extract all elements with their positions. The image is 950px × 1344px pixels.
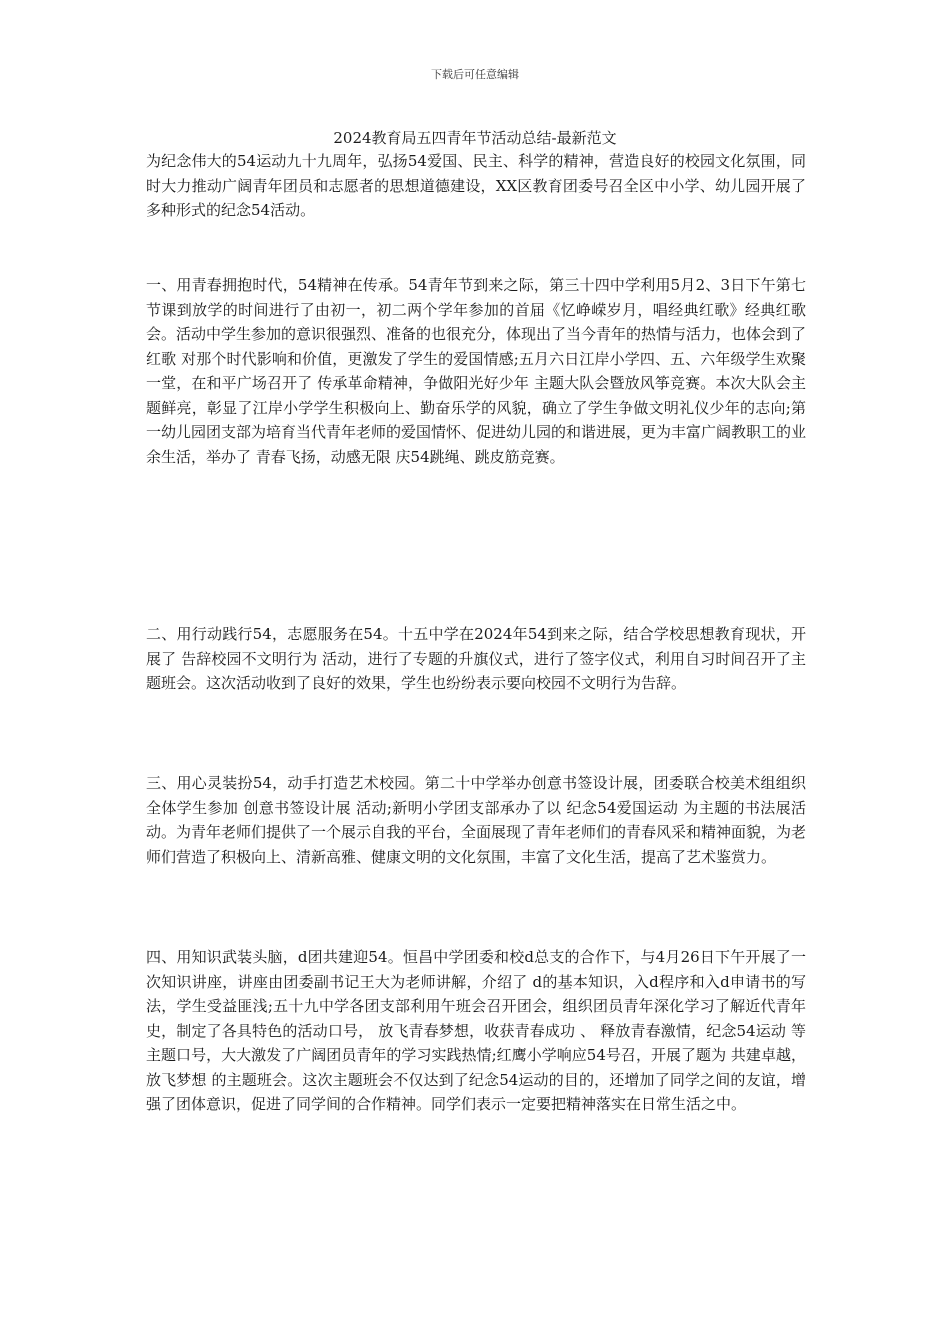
section-paragraph-3: 三、用心灵装扮54，动手打造艺术校园。第二十中学举办创意书签设计展，团委联合校美术组组织全体学生参加 创意书签设计展 活动;新明小学团支部承办了以 纪念54爱国运动 为主题的书法展活动。为青年老师们提供了一个展示自我的平台，全面展现了青年老师们的青春风采和精神面貌，为老师们营造了积极向上、清新高雅、健康文明的文化氛围，丰富了文化生活，提高了艺术鉴赏力。 [146, 774, 807, 866]
document-title: 2024教育局五四青年节活动总结-最新范文 [333, 129, 617, 147]
section-paragraph-1: 一、用青春拥抱时代，54精神在传承。54青年节到来之际，第三十四中学利用5月2、3日下午第七节课到放学的时间进行了由初一，初二两个学年参加的首届《忆峥嵘岁月，唱经典红歌》经典红歌会。活动中学生参加的意识很强烈、准备的也很充分，体现出了当今青年的热情与活力，也体会到了 红歌 对那个时代影响和价值，更激发了学生的爱国情感;五月六日江岸小学四、五、六年级学生欢聚一堂，在和平广场召开了 传承革命精神，争做阳光好少年 主题大队会暨放风筝竞赛。本次大队会主题鲜亮，彰显了江岸小学学生积极向上、勤奋乐学的风貌，确立了学生争做文明礼仪少年的志向;第一幼儿园团支部为培育当代青年老师的爱国情怀、促进幼儿园的和谐进展，更为丰富广阔教职工的业余生活，举办了 青春飞扬，动感无限 庆54跳绳、跳皮筋竞赛。 [146, 276, 807, 466]
page-header-note: 下载后可任意编辑 [431, 68, 519, 81]
section-paragraph-4: 四、用知识武装头脑，d团共建迎54。恒昌中学团委和校d总支的合作下，与4月26日下午开展了一次知识讲座，讲座由团委副书记王大为老师讲解，介绍了 d的基本知识，入d程序和入d申请书的写法，学生受益匪浅;五十九中学各团支部利用午班会召开团会，组织团员青年深化学习了解近代青年史，制定了各具特色的活动口号， 放飞青春梦想，收获青春成功 、 释放青春激情，纪念54运动 等主题口号，大大激发了广阔团员青年的学习实践热情;红鹰小学响应54号召，开展了题为 共建卓越，放飞梦想 的主题班会。这次主题班会不仅达到了纪念54运动的目的，还增加了同学之间的友谊，增强了团体意识，促进了同学间的合作精神。同学们表示一定要把精神落实在日常生活之中。 [146, 948, 806, 1113]
section-paragraph-2: 二、用行动践行54，志愿服务在54。十五中学在2024年54到来之际，结合学校思想教育现状，开展了 告辞校园不文明行为 活动，进行了专题的升旗仪式，进行了签字仪式，利用自习时间召开了主题班会。这次活动收到了良好的效果，学生也纷纷表示要向校园不文明行为告辞。 [146, 625, 806, 692]
intro-paragraph: 为纪念伟大的54运动九十九周年，弘扬54爱国、民主、科学的精神，营造良好的校园文化氛围，同时大力推动广阔青年团员和志愿者的思想道德建设，XX区教育团委号召全区中小学、幼儿园开展了多种形式的纪念54活动。 [146, 152, 806, 219]
